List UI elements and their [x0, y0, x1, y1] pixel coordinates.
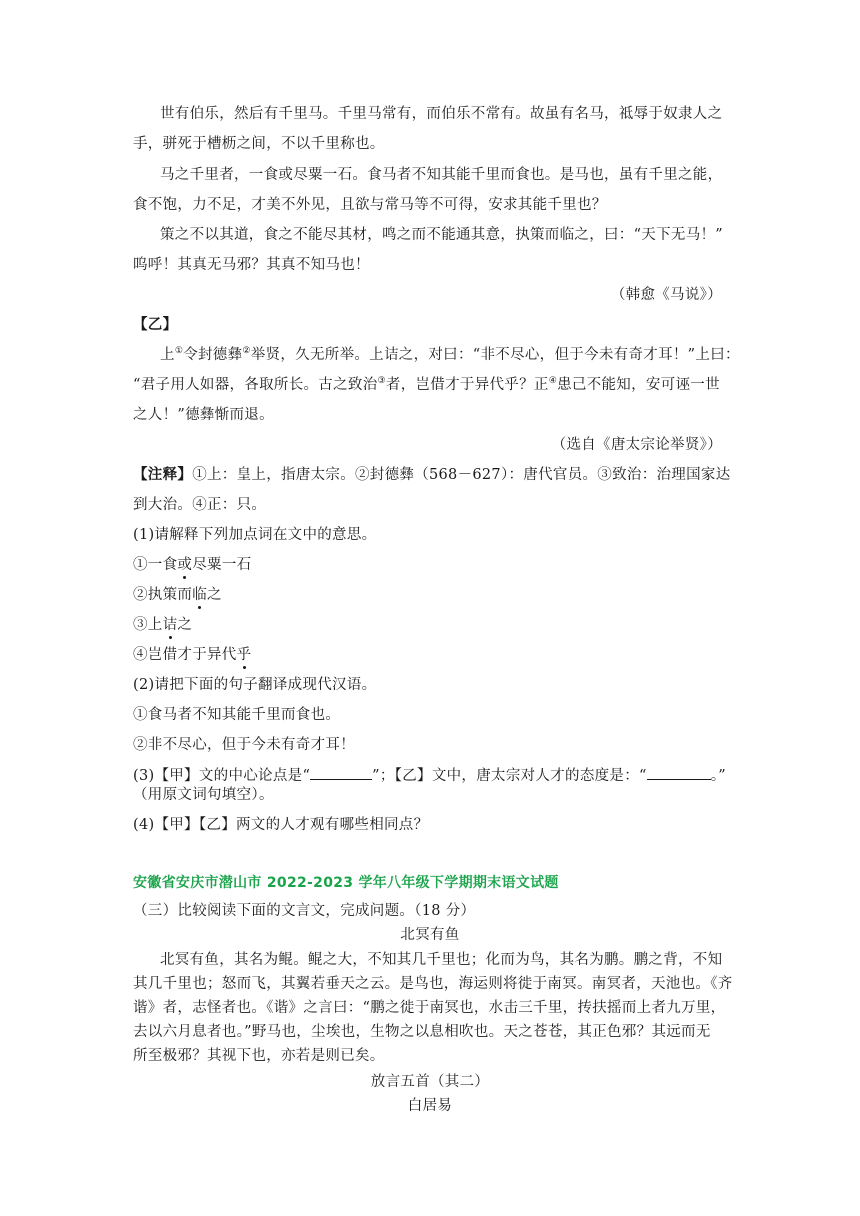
question-1: (1)请解释下列加点词在文中的意思。 — [133, 527, 377, 543]
answer-blank-1[interactable] — [310, 765, 372, 780]
question-text: (3)【甲】文的中心论点是“ — [133, 768, 311, 784]
yi-text-segment: 令封德彝 — [183, 347, 243, 363]
item-text: 之 — [177, 617, 193, 633]
exam-source-heading: 安徽省安庆市潜山市 2022-2023 学年八年级下学期期末语文试题 — [133, 875, 559, 891]
jia-source: （韩愈《马说》） — [610, 287, 722, 303]
passage-title-2: 放言五首（其二） — [370, 1074, 490, 1090]
question-1-item-4 — [133, 645, 251, 665]
yi-text-segment: “君子用人如器，各取所长。古之致治 — [133, 377, 378, 393]
item-text: ①一食 — [133, 557, 178, 573]
section-intro: （三）比较阅读下面的文言文，完成问题。（18 分） — [133, 903, 476, 919]
yi-label: 【乙】 — [133, 316, 178, 333]
dotted-word: 临 — [192, 587, 208, 603]
passage-line5: 所至极邪？其视下也，亦若是则已矣。 — [133, 1048, 385, 1064]
footnote-marker-2: ② — [242, 346, 251, 357]
yi-line3: 之人！”德彝惭而退。 — [133, 407, 274, 423]
jia-p2-line2: 食不饱，力不足，才美不外见，且欲与常马等不可得，安求其能千里也？ — [133, 197, 607, 213]
yi-text-segment: 举贤，久无所举。上诘之，对曰：“非不尽心，但于今未有奇才耳！”上曰： — [250, 347, 740, 363]
question-1-item-1 — [133, 555, 251, 575]
item-text: ③上 — [133, 617, 163, 633]
item-text: ④岂借才于异代 — [133, 647, 237, 663]
passage-author-2: 白居易 — [407, 1098, 453, 1114]
jia-p2-line1: 马之千里者，一食或尽粟一石。食马者不知其能千里而食也。是马也，虽有千里之能， — [160, 167, 723, 183]
yi-line1 — [160, 345, 740, 365]
question-2-item-2: ②非不尽心，但于今未有奇才耳！ — [133, 737, 355, 753]
question-1-item-2 — [133, 585, 222, 605]
item-text: 之 — [207, 587, 222, 603]
question-3 — [133, 765, 726, 786]
yi-line2 — [133, 375, 720, 395]
passage-line1: 北冥有鱼，其名为鲲。鲲之大，不知其几千里也；化而为鸟，其名为鹏。鹏之背，不知 — [160, 952, 723, 968]
notes-label: 【注释】 — [133, 466, 193, 483]
passage-line4: 去以六月息者也。”野马也，尘埃也，生物之以息相吹也。天之苍苍，其正色邪？其远而无 — [133, 1024, 711, 1040]
answer-blank-2[interactable] — [647, 765, 711, 780]
yi-text-segment: 上 — [160, 347, 175, 363]
dotted-word: 乎 — [236, 647, 252, 663]
footnote-marker-1: ① — [174, 346, 184, 357]
dotted-word: 或 — [177, 557, 193, 573]
passage-line3: 谐》者，志怪者也。《谐》之言曰：“鹏之徙于南冥也，水击三千里，抟扶摇而上者九万里， — [133, 1000, 726, 1016]
jia-p1-line2: 手，骈死于槽枥之间，不以千里称也。 — [133, 136, 385, 152]
passage-line2: 其几千里也；怒而飞，其翼若垂天之云。是鸟也，海运则将徙于南冥。南冥者，天池也。《齐 — [133, 976, 733, 992]
footnote-marker-4: ④ — [548, 376, 558, 387]
notes-line2: 到大治。④正：只。 — [133, 497, 267, 513]
question-2: (2)请把下面的句子翻译成现代汉语。 — [133, 677, 377, 693]
yi-text-segment: 患己不能知，安可诬一世 — [557, 377, 720, 393]
dotted-word: 诘 — [162, 617, 178, 633]
footnote-marker-3: ③ — [377, 376, 386, 387]
jia-p3-line2: 呜呼！其真无马邪？其真不知马也！ — [133, 257, 370, 273]
item-text: ②执策而 — [133, 587, 193, 603]
notes-line1 — [133, 465, 731, 485]
question-3-line2: （用原文词句填空）。 — [133, 787, 274, 803]
question-4: (4)【甲】【乙】两文的人才观有哪些相同点？ — [133, 817, 429, 833]
passage-title-1: 北冥有鱼 — [400, 927, 460, 943]
question-text: 。” — [710, 768, 726, 784]
jia-p3-line1: 策之不以其道，食之不能尽其材，鸣之而不能通其意，执策而临之，曰：“天下无马！” — [160, 227, 724, 243]
question-1-item-3 — [133, 615, 192, 635]
yi-source: （选自《唐太宗论举贤》） — [551, 437, 722, 453]
notes-text: ①上：皇上，指唐太宗。②封德彝（568－627）：唐代官员。③致治：治理国家达 — [192, 467, 731, 483]
yi-text-segment: 者，岂借才于异代乎？正 — [385, 377, 549, 393]
question-2-item-1: ①食马者不知其能千里而食也。 — [133, 707, 341, 723]
jia-p1-line1: 世有伯乐，然后有千里马。千里马常有，而伯乐不常有。故虽有名马，祗辱于奴隶人之 — [160, 106, 723, 122]
item-text: 尽粟一石 — [192, 557, 252, 573]
question-text: ”；【乙】文中，唐太宗对人才的态度是：“ — [372, 768, 647, 784]
